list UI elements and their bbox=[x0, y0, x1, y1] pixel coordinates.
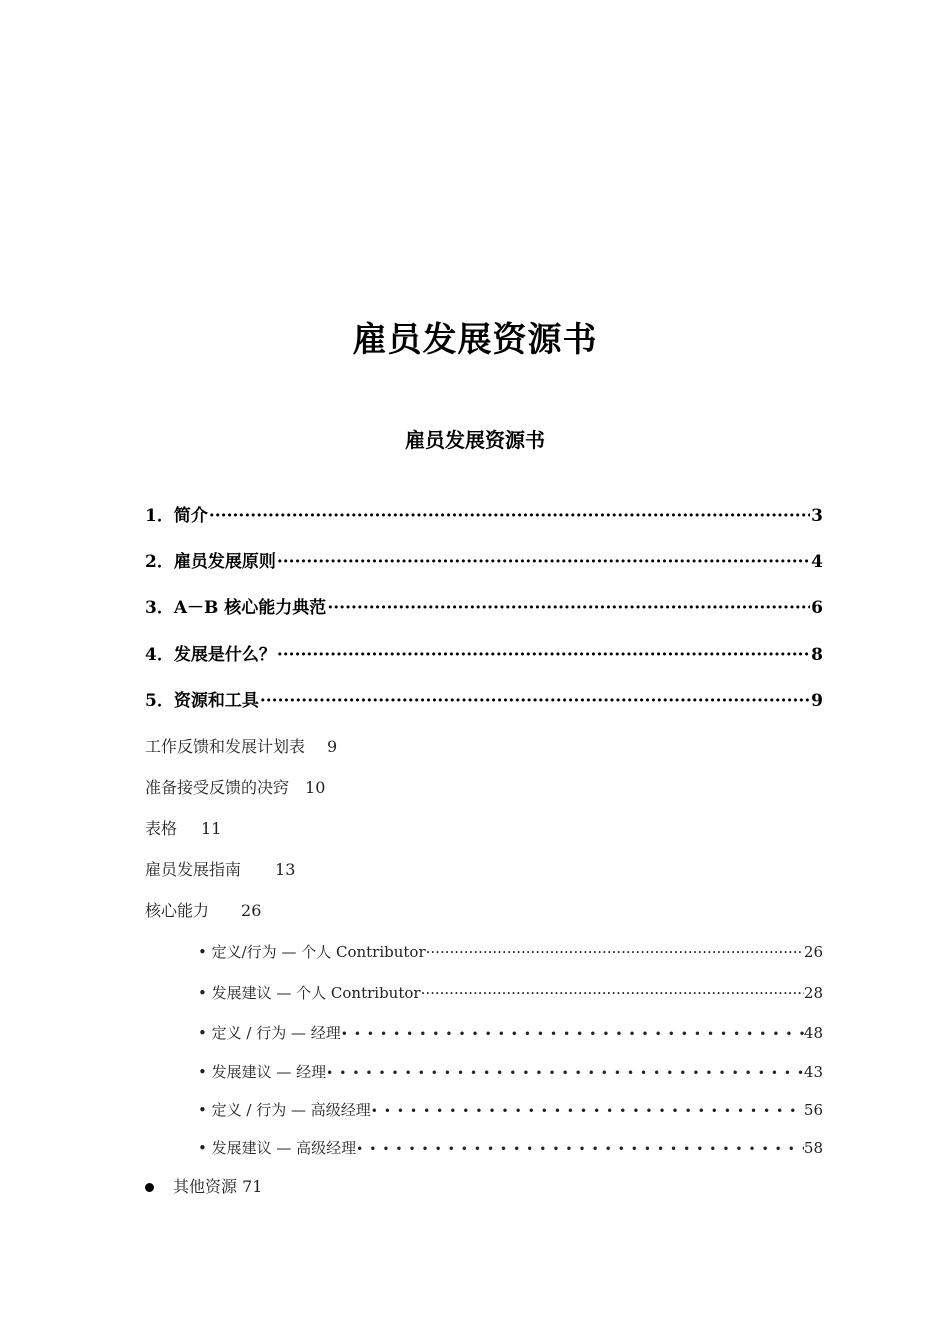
toc-leader-dots bbox=[260, 689, 810, 713]
toc-entry-label: 其他资源 71 bbox=[173, 1177, 263, 1196]
toc-entry-label: 工作反馈和发展计划表 bbox=[145, 737, 306, 756]
document-subtitle: 雇员发展资源书 bbox=[405, 428, 545, 452]
toc-subentry-feedback-tips[interactable] bbox=[145, 777, 325, 799]
toc-item-advice-senior-manager[interactable] bbox=[198, 1137, 823, 1160]
toc-entry-label: 表格 bbox=[145, 819, 178, 838]
toc-entry-resources-tools[interactable] bbox=[145, 689, 823, 713]
toc-leader-dots bbox=[327, 596, 810, 620]
toc-entry-page: 13 bbox=[275, 860, 296, 879]
toc-entry-what-is-development[interactable] bbox=[145, 643, 823, 667]
toc-entry-label: • 定义/行为 — 个人 Contributor bbox=[198, 943, 426, 961]
toc-leader-dots bbox=[426, 941, 804, 963]
toc-entry-label: • 定义 / 行为 — 经理 bbox=[198, 1024, 341, 1042]
toc-item-definition-senior-manager[interactable] bbox=[198, 1099, 823, 1122]
toc-subentry-core-competency[interactable] bbox=[145, 900, 261, 922]
toc-entry-page: 4 bbox=[811, 552, 823, 572]
toc-entry-competency-model[interactable] bbox=[145, 596, 823, 620]
toc-leader-dots bbox=[421, 982, 804, 1004]
toc-entry-label: • 发展建议 — 经理 bbox=[198, 1063, 327, 1081]
toc-leader-dots bbox=[371, 1099, 804, 1122]
toc-entry-label: 4．发展是什么？ bbox=[145, 645, 276, 665]
toc-entry-page: 3 bbox=[811, 506, 823, 526]
toc-subentry-dev-guide[interactable] bbox=[145, 859, 295, 881]
bullet-icon bbox=[145, 1183, 154, 1192]
toc-entry-label: • 发展建议 — 个人 Contributor bbox=[198, 984, 421, 1002]
toc-leader-dots bbox=[341, 1022, 804, 1045]
toc-entry-page: 48 bbox=[803, 1024, 823, 1042]
toc-leader-dots bbox=[356, 1137, 804, 1160]
toc-entry-label: 准备接受反馈的决窍 bbox=[145, 778, 290, 797]
toc-item-definition-manager[interactable] bbox=[198, 1022, 823, 1045]
toc-entry-page: 43 bbox=[803, 1063, 823, 1081]
toc-entry-page: 9 bbox=[811, 691, 823, 711]
toc-item-advice-contributor[interactable] bbox=[198, 982, 823, 1004]
toc-entry-page: 6 bbox=[811, 598, 823, 618]
toc-subentry-forms[interactable] bbox=[145, 818, 221, 840]
toc-entry-label: • 定义 / 行为 — 高级经理 bbox=[198, 1101, 371, 1119]
toc-entry-page: 11 bbox=[201, 819, 222, 838]
toc-entry-page: 26 bbox=[803, 943, 823, 961]
toc-entry-label: 1．简介 bbox=[145, 506, 208, 526]
toc-item-advice-manager[interactable] bbox=[198, 1061, 823, 1084]
toc-entry-label: 5．资源和工具 bbox=[145, 691, 259, 711]
toc-entry-page: 28 bbox=[803, 984, 823, 1002]
toc-subentry-feedback-plan[interactable] bbox=[145, 736, 337, 758]
toc-leader-dots bbox=[326, 1061, 804, 1084]
toc-entry-page: 10 bbox=[305, 778, 326, 797]
toc-item-definition-contributor[interactable] bbox=[198, 941, 823, 963]
toc-entry-label: 3．A－B 核心能力典范 bbox=[145, 598, 327, 618]
toc-entry-other-resources[interactable] bbox=[145, 1176, 262, 1198]
toc-entry-label: 2．雇员发展原则 bbox=[145, 552, 276, 572]
toc-leader-dots bbox=[277, 550, 810, 574]
toc-entry-label: 核心能力 bbox=[145, 901, 210, 920]
toc-leader-dots bbox=[209, 504, 810, 528]
toc-entry-introduction[interactable] bbox=[145, 504, 823, 528]
toc-entry-page: 8 bbox=[811, 645, 823, 665]
toc-entry-page: 56 bbox=[803, 1101, 823, 1119]
toc-entry-principles[interactable] bbox=[145, 550, 823, 574]
toc-entry-label: 雇员发展指南 bbox=[145, 860, 242, 879]
toc-entry-page: 26 bbox=[241, 901, 262, 920]
toc-entry-page: 58 bbox=[803, 1139, 823, 1157]
toc-leader-dots bbox=[277, 643, 810, 667]
document-title: 雇员发展资源书 bbox=[352, 320, 598, 360]
toc-entry-label: • 发展建议 — 高级经理 bbox=[198, 1139, 357, 1157]
toc-entry-page: 9 bbox=[327, 737, 338, 756]
